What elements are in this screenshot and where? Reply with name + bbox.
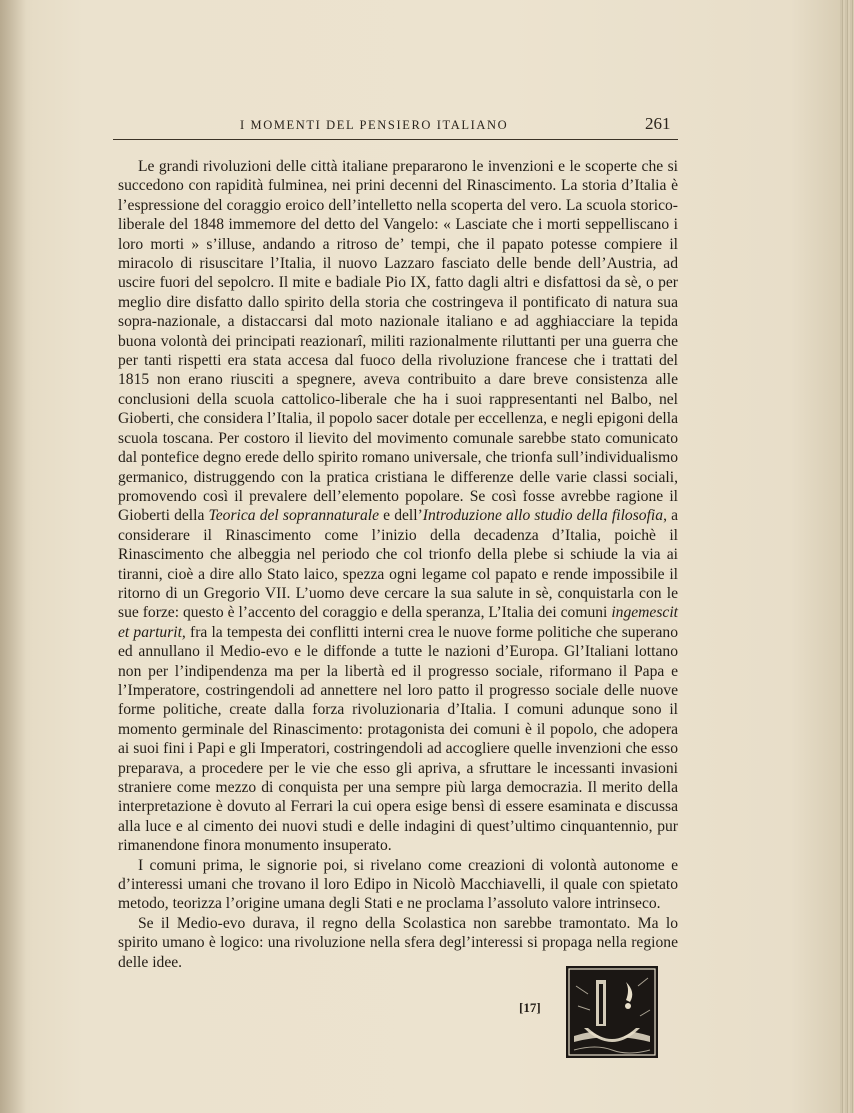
paragraph-1 — [118, 157, 678, 856]
page-stack-edge — [840, 0, 854, 1113]
paragraph-3: Se il Medio-evo durava, il regno della Scolastica non sarebbe tramontato. Ma lo spirito umano è logico: una rivoluzione nella sfera degl’interessi si propaga nella regione delle idee. — [118, 914, 678, 971]
paragraph-2: I comuni prima, le signorie poi, si rivelano come creazioni di volontà autonome e d’interessi umani che trovano il loro Edipo in Nicolò Macchiavelli, il quale con spietato metodo, teorizza l’origine umana degli Stati e ne proclama l’assoluto valore intrinseco. — [118, 856, 678, 913]
paragraph-1-part-b: e dell’ — [379, 507, 423, 525]
page-number: 261 — [645, 114, 671, 133]
paragraph-1-part-d: fra la tempesta dei conflitti interni crea le nuove forme politiche che superano ed annullano il Medio-evo e le diffonde a tutte le nazioni d’Europa. Gl’Italiani lottano non per l’indipendenza ma per la libertà ed il progresso sociale, riformano il Papa e l’Imperatore, costringendoli ad annettere nel loro patto il progresso sociale delle nuove forme politiche, create dalla forza rivoluzionaria d’Italia. I comuni adunque sono il momento germinale del Rinascimento: protagonista dei comuni è il popolo, che adopera ai suoi fini i Papi e gli Imperatori, costringendoli ad accogliere quelle invenzioni che esso preparava, a procedere per le vie che esso gli apriva, a sfruttare le incessanti invasioni straniere come mezzo di conquista per una sempre più larga democrazia. Il merito della interpretazione è dovuto al Ferrari la cui opera esige bensì di essere esaminata e discussa alla luce e al cimento dei nuovi studi e delle indagini di quest’ultimo cinquantennio, pur rimanendone finora monumento insuperato. — [118, 623, 679, 855]
woodcut-vignette — [566, 966, 658, 1058]
header-rule — [113, 139, 678, 140]
paragraph-1-part-a: Le grandi rivoluzioni delle città italiane prepararono le invenzioni e le scoperte che si succedono con rapidità fulminea, nei prini decenni del Rinascimento. La storia d’Italia è l’espressione del coraggio eroico dell’intelletto nella scoperta del vero. La scuola storico-liberale del 1848 immemore del detto del Vangelo: « Lasciate che i morti seppelliscano i loro morti » s’illuse, andando a ritroso de’ tempi, che il papato potesse compiere il miracolo di risuscitare l’Italia, il nuovo Lazzaro fasciato delle bende dell’Austria, ad uscire fuori del sepolcro. Il mite e badiale Pio IX, fatto dagli altri e disfattosi da sè, o per meglio dire disfatto dallo spirito della storia che costringeva il pontificato di natura sua sopra-nazionale, a distaccarsi dal moto nazionale italiano e ad agghiacciare la tepida buona volontà dei principati reazionarî, militi razionalmente riluttanti per una guerra che per tanti rispetti era stata accesa dal fuoco della rivoluzione francese che i trattati del 1815 non erano riusciti a spegnere, aveva contribuito a dare breve consistenza alle conclusioni della scuola cattolico-liberale che ha i suoi rappresentanti nel Balbo, nel Gioberti, che considera l’Italia, il popolo sacer dotale per eccellenza, e negli epigoni della scuola toscana. Per costoro il lievito del movimento comunale sarebbe stato comunicato dal pontefice degno erede dello spirito romano universale, che trionfa sull’individualismo germanico, distruggendo con la pratica cristiana le differenze delle varie classi sociali, promovendo così il prevalere dell’elemento popolare. Se così fosse avrebbe ragione il Gioberti della — [118, 158, 678, 525]
lamp-vignette-icon — [566, 966, 658, 1058]
italic-title-teorica: Teorica del soprannaturale — [208, 507, 380, 525]
running-title: I MOMENTI DEL PENSIERO ITALIANO — [240, 118, 509, 132]
signature-mark: [17] — [519, 1000, 541, 1015]
main-text — [118, 157, 678, 972]
italic-title-introduzione: Introduzione allo studio della filosofia — [422, 507, 664, 525]
paragraph-1-part-c: , a considerare il Rinascimento come l’inizio della decadenza d’Italia, poichè il Rinascimento che albeggia nel periodo che col trionfo della plebe si schiude la via ai tiranni, cioè a dire allo Stato laico, spezza ogni legame col papato e rende impossibile il ritorno di un Gregorio VII. L’uomo deve cercare la sua salute in sè, conquistarla con le sue forze: questo è l’accento del coraggio e della speranza, L’Italia dei comuni — [118, 507, 678, 622]
italic-latin-phrase: ingemescit et parturit, — [118, 604, 678, 641]
